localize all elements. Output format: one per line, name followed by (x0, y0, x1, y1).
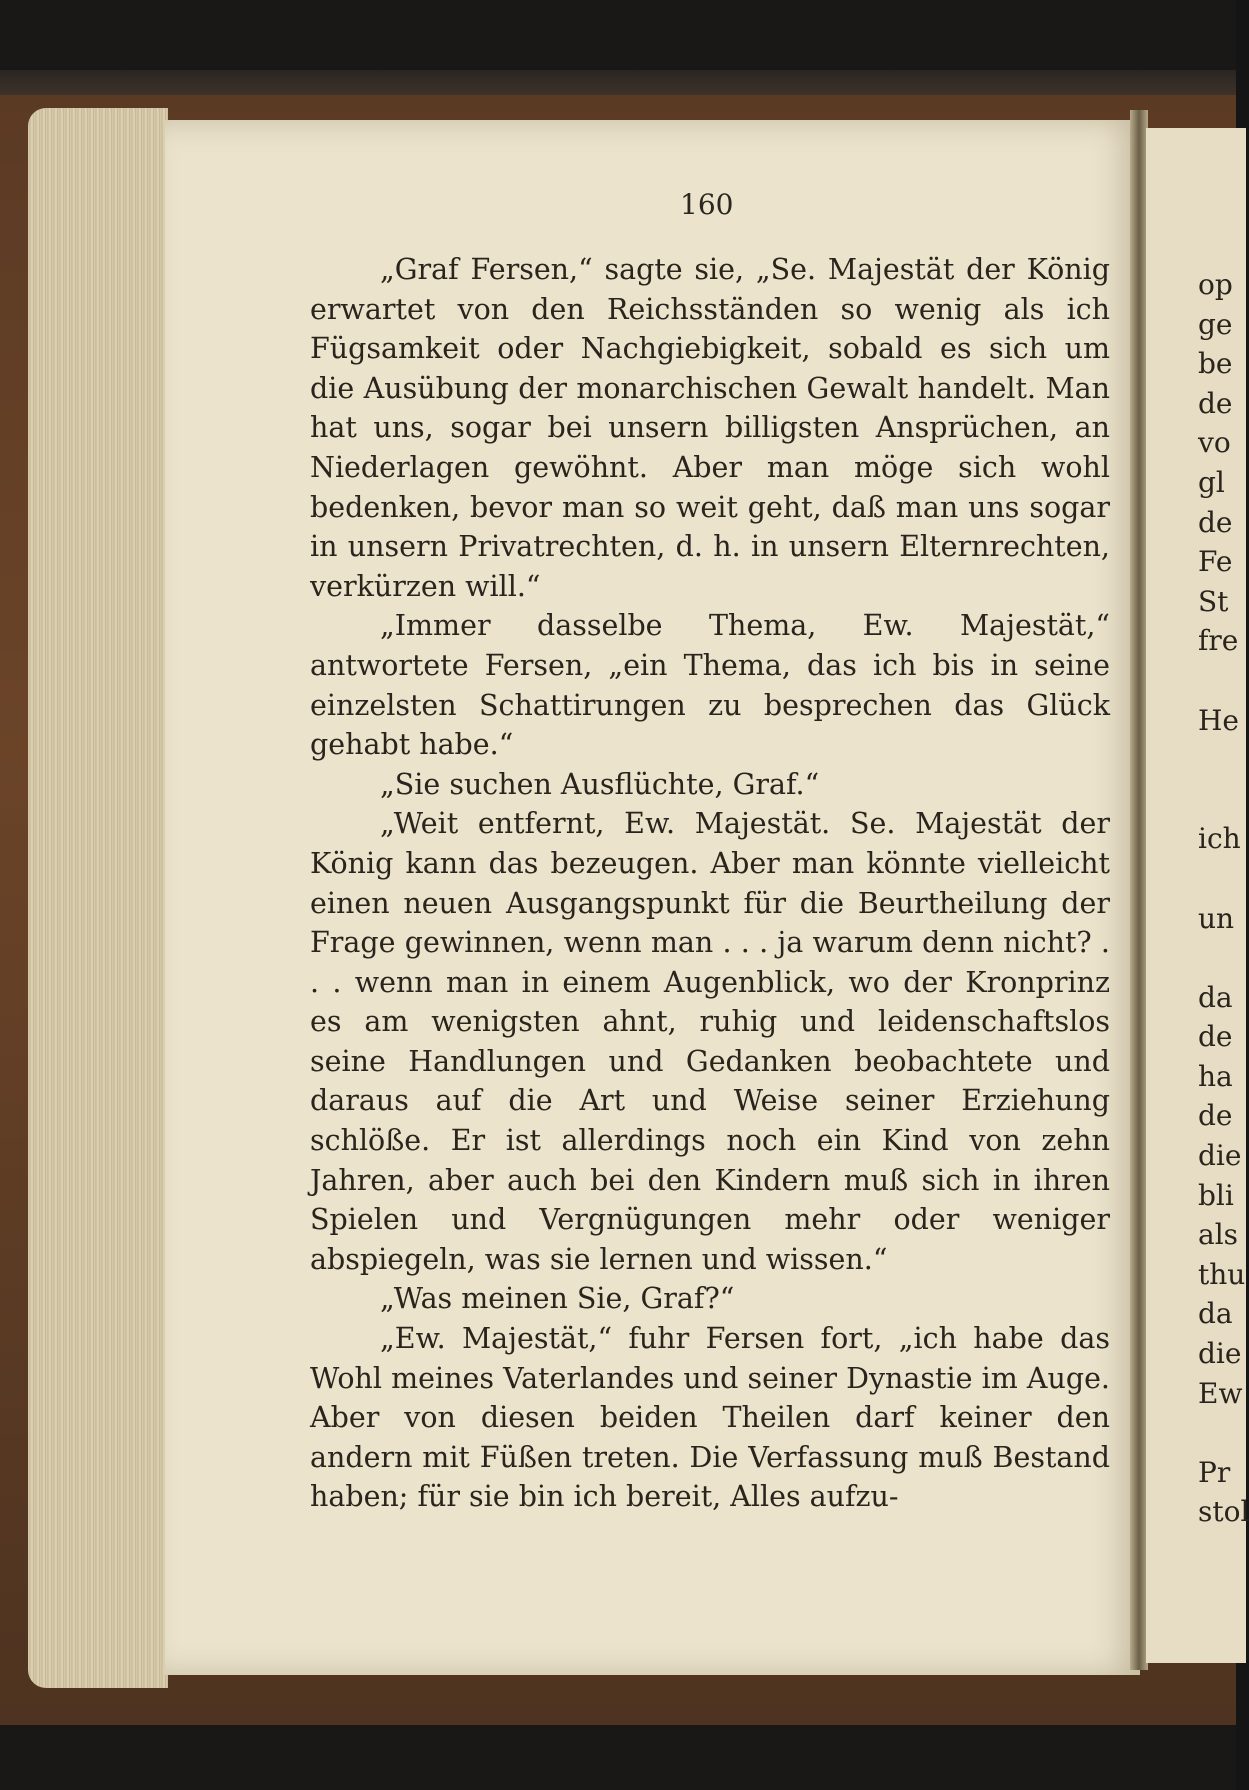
facing-page-line: da (1198, 1297, 1233, 1331)
facing-page-line (1198, 661, 1238, 701)
paragraph: „Weit entfernt, Ew. Majestät. Se. Majestät der König kann das bezeugen. Aber man könnte vielleicht einen neuen Ausgangspunkt für die Beurtheilung der Frage gewinnen, wenn man . . . ja warum denn nicht? . . . wenn man in einem Augenblick, wo der Kronprinz es am wenigsten ahnt, ruhig und leidenschaftslos seine Handlungen und Gedanken beobachtete und daraus auf die Art und Weise seiner Erziehung schlöße. Er ist allerdings noch ein Kind von zehn Jahren, aber auch bei den Kindern muß sich in ihren Spielen und Vergnügungen mehr oder weniger abspiegeln, was sie lernen und wissen.“ (310, 807, 1110, 1276)
paragraph: „Sie suchen Ausflüchte, Graf.“ (380, 767, 820, 801)
facing-page-line: Ew (1198, 1376, 1243, 1410)
facing-page-line: be (1198, 347, 1233, 381)
facing-page-line: St (1198, 584, 1229, 618)
facing-page-line: die (1198, 1139, 1242, 1173)
facing-page-line (1198, 938, 1238, 978)
facing-page-line: fre (1198, 624, 1239, 658)
paragraph: „Was meinen Sie, Graf?“ (380, 1282, 735, 1316)
facing-page-line (1198, 1413, 1238, 1453)
page-number: 160 (680, 188, 734, 221)
facing-page-line: de (1198, 386, 1233, 420)
facing-page-text (1198, 265, 1249, 1532)
facing-page-line: thu (1198, 1257, 1246, 1291)
facing-page-line: op (1198, 268, 1233, 301)
facing-page-line: als (1198, 1218, 1239, 1252)
facing-page-line: ge (1198, 307, 1233, 341)
facing-page-line: stol (1198, 1495, 1249, 1529)
facing-page-line: ich (1198, 822, 1241, 856)
facing-page-line: He (1198, 703, 1239, 737)
facing-page-line: de (1198, 505, 1233, 539)
facing-page-line (1198, 859, 1238, 899)
facing-page-line: gl (1198, 465, 1225, 499)
facing-page-line (1198, 740, 1238, 780)
page-edges (28, 108, 168, 1688)
facing-page-line: ha (1198, 1059, 1233, 1093)
facing-page-line (1198, 780, 1238, 820)
facing-page-line: vo (1198, 426, 1231, 460)
paragraph: „Ew. Majestät,“ fuhr Fersen fort, „ich habe das Wohl meines Vaterlandes und seiner Dynastie im Auge. Aber von diesen beiden Theilen darf keiner den andern mit Füßen treten. Die Verfassung muß Bestand haben; für sie bin ich bereit, Alles aufzu- (310, 1322, 1110, 1514)
facing-page-line: Fe (1198, 545, 1233, 579)
facing-page-line: die (1198, 1337, 1242, 1371)
facing-page-line: un (1198, 901, 1235, 935)
facing-page-line: bli (1198, 1178, 1234, 1212)
paragraph: „Immer dasselbe Thema, Ew. Majestät,“ antwortete Fersen, „ein Thema, das ich bis in seine einzelsten Schattirungen zu besprechen das Glück gehabt habe.“ (310, 609, 1110, 762)
facing-page-line: da (1198, 980, 1233, 1014)
paragraph: „Graf Fersen,“ sagte sie, „Se. Majestät der König erwartet von den Reichsständen so wenig als ich Fügsamkeit oder Nachgiebigkeit, sobald es sich um die Ausübung der monarchischen Gewalt handelt. Man hat uns, sogar bei unsern billigsten Ansprüchen, an Niederlagen gewöhnt. Aber man möge sich wohl bedenken, bevor man so weit geht, daß man uns sogar in unsern Privatrechten, d. h. in unsern Elternrechten, verkürzen will.“ (310, 253, 1110, 603)
facing-page-line: de (1198, 1099, 1233, 1133)
facing-page-line: Pr (1198, 1455, 1231, 1489)
page-text (310, 250, 1110, 1517)
facing-page-line: de (1198, 1020, 1233, 1054)
